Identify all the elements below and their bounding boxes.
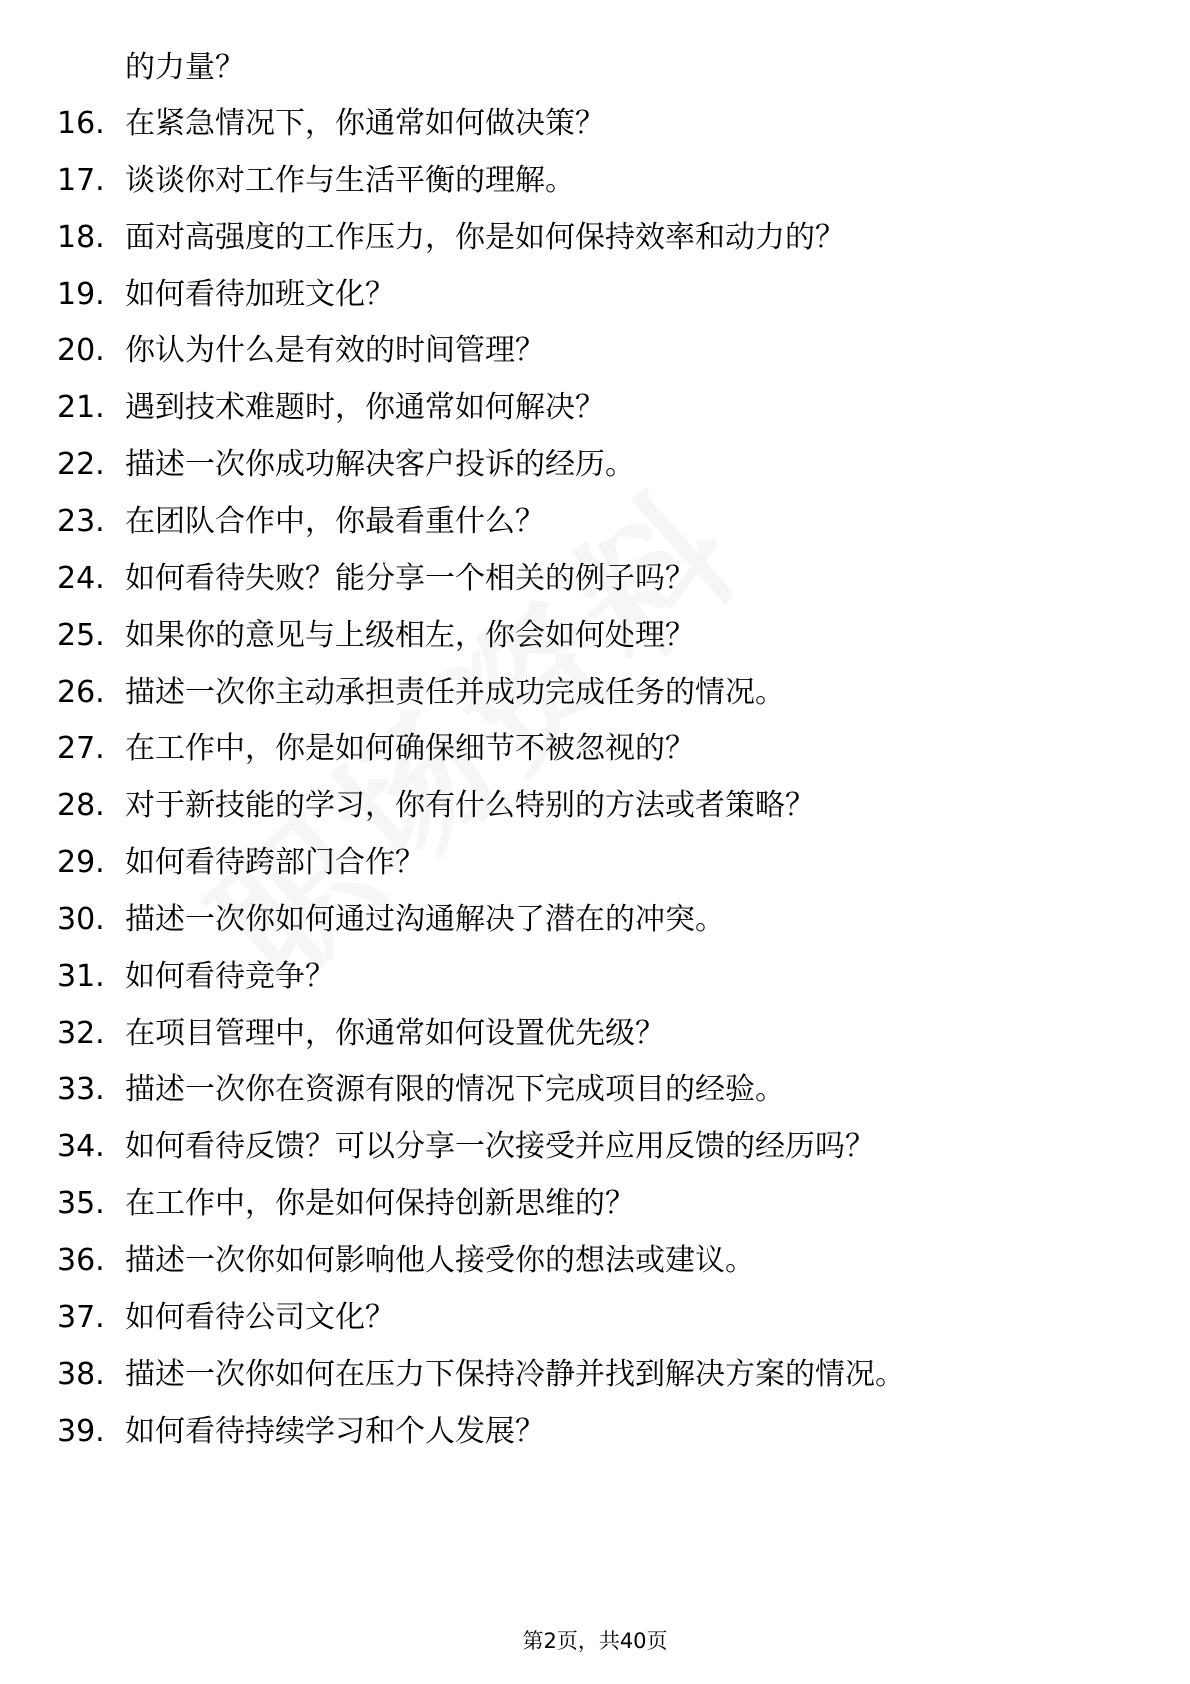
question-text: 谈谈你对工作与生活平衡的理解。 <box>125 162 575 198</box>
question-text: 遇到技术难题时，你通常如何解决？ <box>125 390 605 426</box>
question-number: 19. <box>57 276 105 312</box>
question-text: 描述一次你如何在压力下保持冷静并找到解决方案的情况。 <box>125 1356 905 1392</box>
question-item <box>0 665 1190 721</box>
continued-question-text: 的力量？ <box>125 50 245 85</box>
question-text: 描述一次你如何影响他人接受你的想法或建议。 <box>125 1243 755 1278</box>
question-number: 32. <box>57 1015 105 1051</box>
question-number: 34. <box>57 1129 105 1165</box>
question-number: 33. <box>57 1072 105 1108</box>
question-item <box>0 267 1190 323</box>
question-text: 如何看待竞争？ <box>125 958 335 994</box>
question-item <box>0 608 1190 664</box>
question-item <box>0 1404 1190 1460</box>
question-item <box>0 1062 1190 1118</box>
question-item <box>0 153 1190 209</box>
question-item <box>0 1176 1190 1232</box>
question-item <box>0 1290 1190 1346</box>
question-number: 25. <box>57 617 105 653</box>
question-text: 如何看待公司文化？ <box>125 1299 395 1335</box>
question-number: 23. <box>57 503 105 539</box>
question-item <box>0 892 1190 948</box>
question-number: 18. <box>57 219 105 255</box>
question-number: 37. <box>57 1299 105 1335</box>
question-item <box>0 1233 1190 1289</box>
question-text: 描述一次你如何通过沟通解决了潜在的冲突。 <box>125 901 725 937</box>
question-item <box>0 494 1190 550</box>
question-number: 16. <box>57 106 105 141</box>
question-number: 30. <box>57 901 105 937</box>
question-item <box>0 949 1190 1005</box>
question-number: 36. <box>57 1243 105 1278</box>
question-number: 39. <box>57 1413 105 1449</box>
question-item <box>0 437 1190 493</box>
question-text: 如何看待反馈？可以分享一次接受并应用反馈的经历吗？ <box>125 1129 875 1165</box>
question-item <box>0 778 1190 834</box>
question-number: 24. <box>57 560 105 596</box>
question-number: 31. <box>57 958 105 994</box>
question-text: 在紧急情况下，你通常如何做决策？ <box>125 106 605 141</box>
question-number: 21. <box>57 390 105 426</box>
question-number: 20. <box>57 333 105 369</box>
question-number: 22. <box>57 447 105 483</box>
question-item <box>0 210 1190 266</box>
question-item <box>0 1006 1190 1062</box>
question-text: 如何看待持续学习和个人发展？ <box>125 1413 545 1449</box>
question-text: 在工作中，你是如何确保细节不被忽视的？ <box>125 731 695 767</box>
question-text: 你认为什么是有效的时间管理？ <box>125 333 545 369</box>
question-item <box>0 323 1190 379</box>
question-text: 如何看待跨部门合作？ <box>125 845 425 881</box>
question-text: 如何看待失败？能分享一个相关的例子吗？ <box>125 560 695 596</box>
question-number: 29. <box>57 845 105 881</box>
question-text: 如果你的意见与上级相左，你会如何处理？ <box>125 617 695 653</box>
question-text: 描述一次你主动承担责任并成功完成任务的情况。 <box>125 674 785 710</box>
question-item <box>0 380 1190 436</box>
question-item <box>0 96 1190 152</box>
question-text: 对于新技能的学习，你有什么特别的方法或者策略？ <box>125 788 815 824</box>
question-text: 面对高强度的工作压力，你是如何保持效率和动力的？ <box>125 219 845 255</box>
question-number: 38. <box>57 1356 105 1392</box>
question-number: 27. <box>57 731 105 767</box>
question-item <box>0 1119 1190 1175</box>
question-item <box>0 551 1190 607</box>
question-item <box>0 721 1190 777</box>
question-text: 在团队合作中，你最看重什么？ <box>125 503 545 539</box>
question-text: 在项目管理中，你通常如何设置优先级？ <box>125 1015 665 1051</box>
question-number: 28. <box>57 788 105 824</box>
question-item <box>0 835 1190 891</box>
question-number: 35. <box>57 1186 105 1222</box>
question-item <box>0 1347 1190 1403</box>
question-text: 在工作中，你是如何保持创新思维的？ <box>125 1186 635 1222</box>
question-number: 17. <box>57 162 105 198</box>
question-number: 26. <box>57 674 105 710</box>
question-text: 描述一次你成功解决客户投诉的经历。 <box>125 447 635 483</box>
page-number-footer: 第2页，共40页 <box>522 1629 668 1653</box>
question-text: 描述一次你在资源有限的情况下完成项目的经验。 <box>125 1072 785 1108</box>
question-text: 如何看待加班文化？ <box>125 276 395 312</box>
